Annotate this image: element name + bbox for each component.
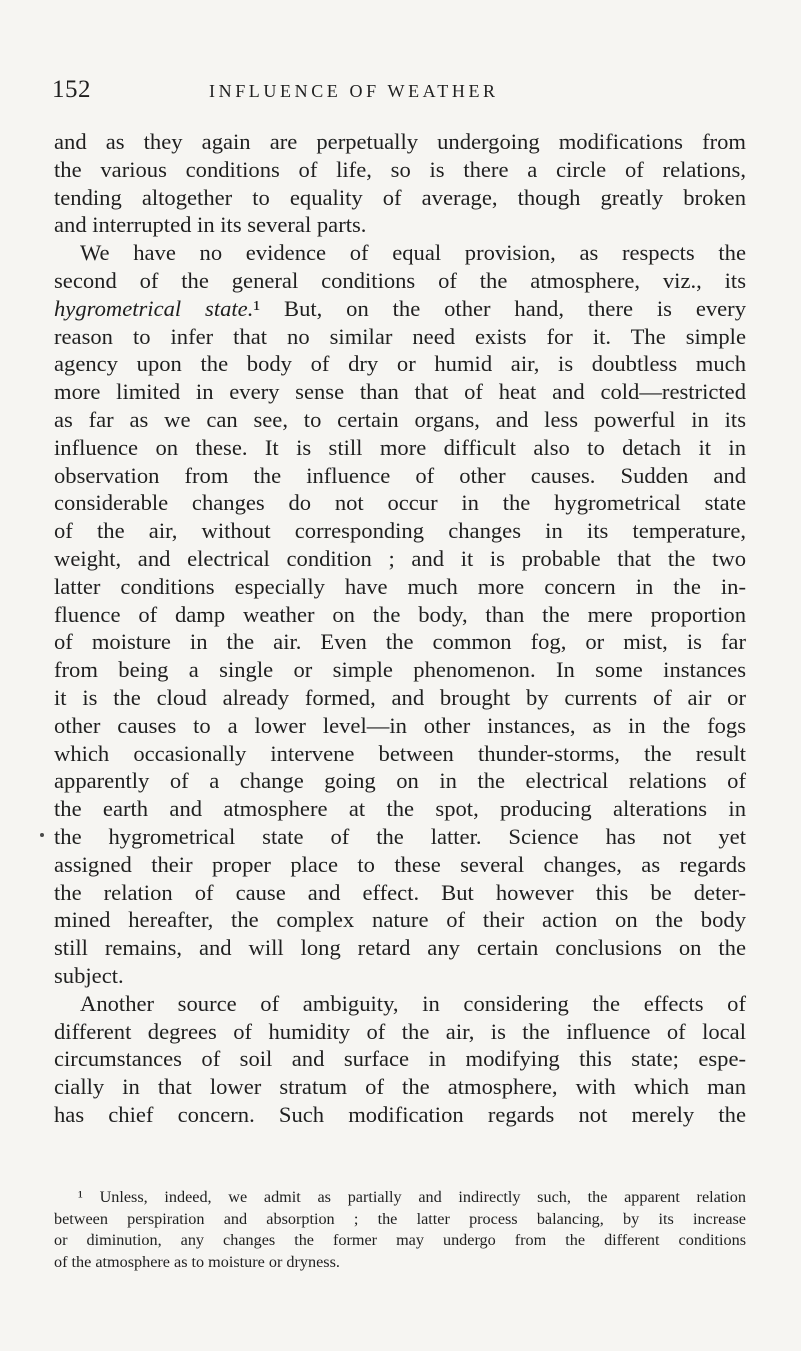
footnote-line: or diminution, any changes the former may undergo from the different conditions — [54, 1231, 746, 1250]
body-line: as far as we can see, to certain organs, and less powerful in its — [54, 406, 746, 432]
body-line: mined hereafter, the complex nature of their action on the body — [54, 907, 746, 933]
body-line: more limited in every sense than that of heat and cold—restricted — [54, 379, 746, 405]
body-line: different degrees of humidity of the air, is the influence of local — [54, 1018, 746, 1044]
page-header — [52, 76, 752, 104]
margin-dot — [40, 833, 44, 837]
body-text — [54, 128, 746, 1129]
body-line: it is the cloud already formed, and brought by currents of air or — [54, 684, 746, 710]
body-line: the relation of cause and effect. But however this be deter- — [54, 879, 746, 905]
body-line: circumstances of soil and surface in modifying this state; espe- — [54, 1046, 746, 1072]
body-line: cially in that lower stratum of the atmosphere, with which man — [54, 1074, 746, 1100]
body-line: subject. — [54, 962, 124, 988]
body-line: of moisture in the air. Even the common fog, or mist, is far — [54, 629, 746, 655]
footnote-line: of the atmosphere as to moisture or dryness. — [54, 1252, 340, 1271]
body-line: influence on these. It is still more difficult also to detach it in — [54, 434, 746, 460]
footnotes — [54, 1187, 746, 1273]
body-line: and as they again are perpetually undergoing modifications from — [54, 129, 746, 154]
body-line: agency upon the body of dry or humid air, is doubtless much — [54, 351, 746, 377]
body-line: the hygrometrical state of the latter. Science has not yet — [54, 823, 746, 849]
body-line: which occasionally intervene between thunder-storms, the result — [54, 740, 746, 766]
body-line: observation from the influence of other causes. Sudden and — [54, 462, 746, 488]
body-line: still remains, and will long retard any certain conclusions on the — [54, 935, 746, 961]
body-line: tending altogether to equality of average, though greatly broken — [54, 184, 746, 210]
body-line: reason to infer that no similar need exists for it. The simple — [54, 323, 746, 349]
body-line: the various conditions of life, so is there a circle of relations, — [54, 156, 746, 182]
body-line: hygrometrical state.¹ But, on the other hand, there is every — [54, 295, 747, 321]
running-head: INFLUENCE OF WEATHER — [209, 81, 499, 101]
body-line: weight, and electrical condition ; and it is probable that the two — [54, 545, 746, 571]
footnote-line: between perspiration and absorption ; the latter process balancing, by its increase — [54, 1209, 746, 1228]
body-line: We have no evidence of equal provision, as respects the — [80, 240, 746, 266]
body-line: other causes to a lower level—in other instances, as in the fogs — [54, 712, 746, 738]
body-line: apparently of a change going on in the electrical relations of — [54, 768, 746, 794]
body-line: assigned their proper place to these several changes, as regards — [54, 851, 746, 877]
footnote-line: ¹ Unless, indeed, we admit as partially and indirectly such, the apparent relation — [78, 1188, 746, 1206]
body-line: has chief concern. Such modification regards not merely the — [54, 1101, 746, 1127]
body-line: considerable changes do not occur in the hygrometrical state — [54, 490, 746, 516]
body-line: Another source of ambiguity, in considering the effects of — [80, 990, 746, 1016]
body-line: second of the general conditions of the atmosphere, viz., its — [54, 267, 746, 293]
italic-term: hygrometrical state. — [54, 295, 254, 321]
page-number: 152 — [52, 76, 91, 103]
body-line: from being a single or simple phenomenon. In some instances — [54, 657, 746, 683]
body-line: latter conditions especially have much more concern in the in- — [54, 573, 746, 599]
body-line: fluence of damp weather on the body, than the mere proportion — [54, 601, 746, 627]
body-line: of the air, without corresponding changes in its temperature, — [54, 518, 746, 544]
body-line: and interrupted in its several parts. — [54, 212, 367, 238]
body-line: the earth and atmosphere at the spot, producing alterations in — [54, 796, 746, 822]
